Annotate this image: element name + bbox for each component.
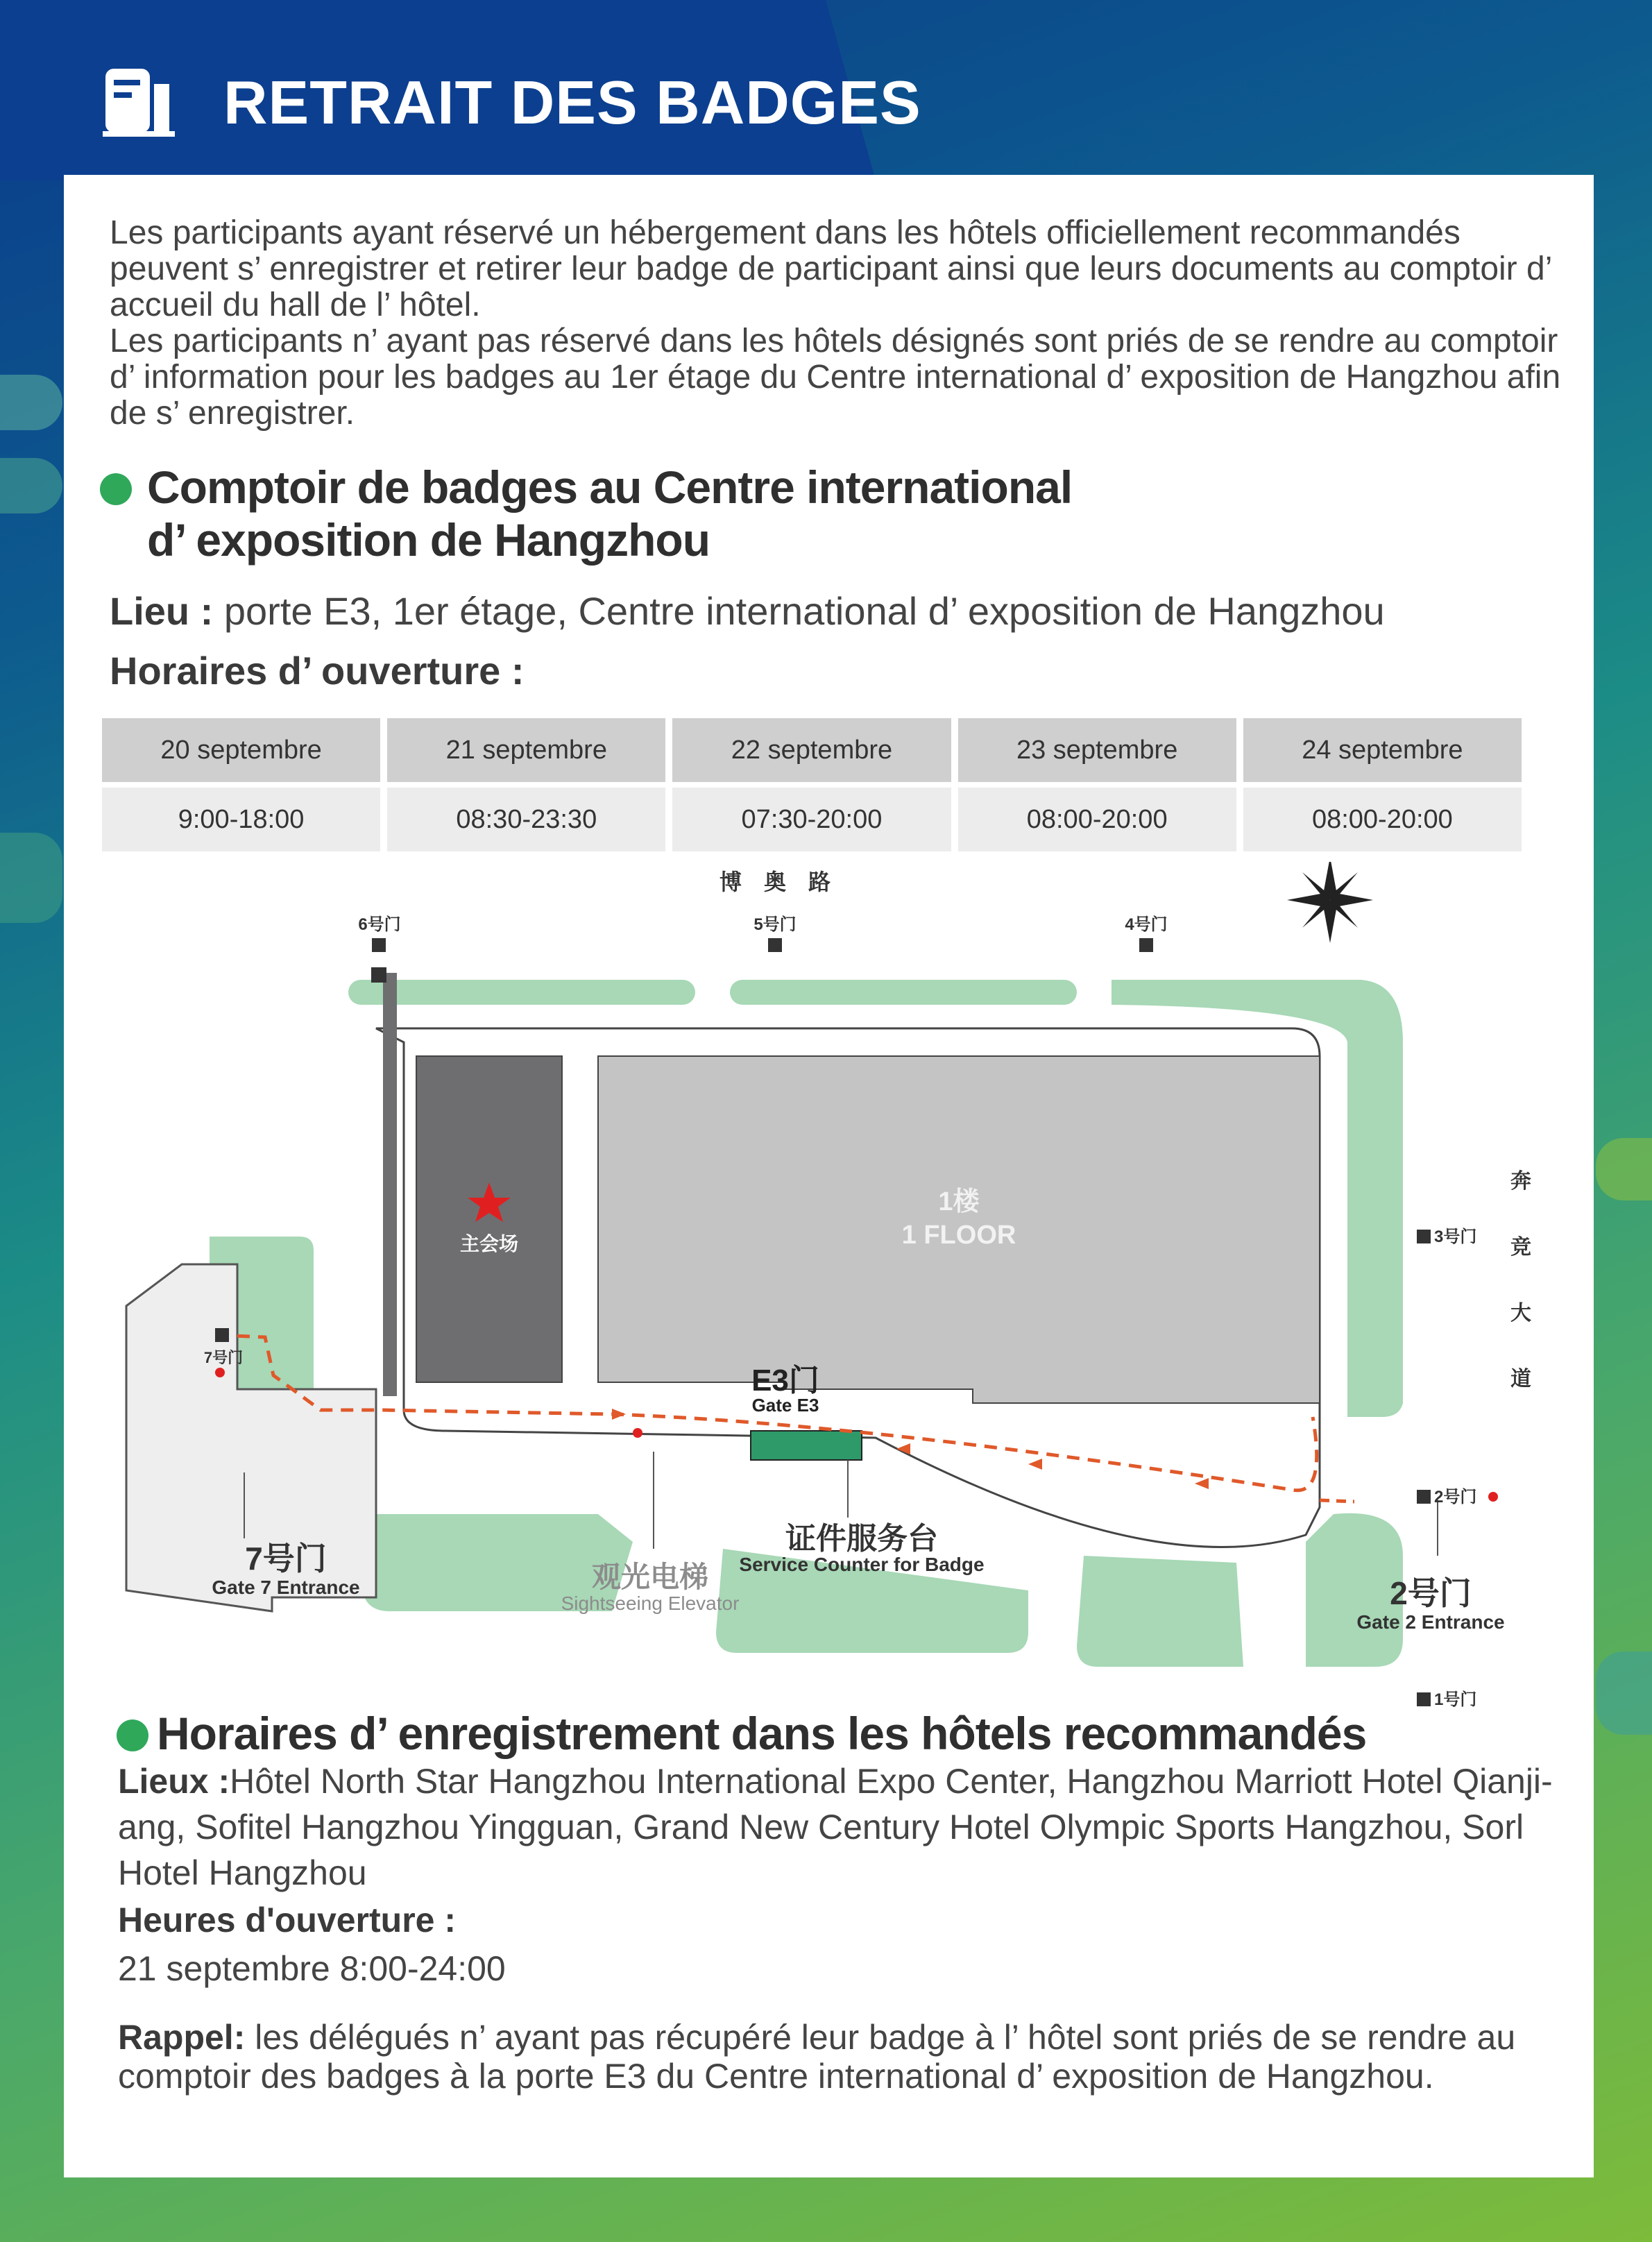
map-green-area: [1306, 1513, 1403, 1667]
gate-icon: [1417, 1490, 1431, 1504]
gate-icon: [768, 938, 782, 952]
hotel-hours-label: Heures d'ouverture :: [118, 1901, 457, 1939]
hours-times-row: [102, 788, 1522, 851]
map-floor-cn: 1楼: [938, 1187, 980, 1216]
map-gate3-label: 3号门: [1434, 1228, 1477, 1246]
map-gate1-label: 1号门: [1434, 1690, 1477, 1709]
map-e3-en: Gate E3: [751, 1395, 819, 1416]
date-cell: 20 septembre: [102, 718, 380, 782]
time-cell: 08:00-20:00: [1243, 788, 1522, 851]
map-road-right-4: 道: [1510, 1368, 1531, 1391]
gate2-dot-icon: [1488, 1492, 1498, 1502]
rappel-text: [118, 2018, 1561, 2096]
compass-icon: [1287, 862, 1373, 943]
time-cell: 9:00-18:00: [102, 788, 380, 851]
map-gate5-label: 5号门: [753, 915, 797, 934]
map-road-right-3: 大: [1510, 1302, 1531, 1325]
time-cell: 08:30-23:30: [387, 788, 665, 851]
intro-paragraph-2: Les participants n’ ayant pas réservé dans les hôtels désignés sont priés de se rendre au comptoir d’ information pour les badges au 1er étage du Centre international d’ exposition de Hangzhou afin de s’ enregistrer.: [110, 323, 1561, 432]
decor-shape: [0, 375, 62, 430]
lieux-label: Lieux :: [118, 1762, 230, 1801]
map-green-area: [1077, 1556, 1243, 1667]
date-cell: 24 septembre: [1243, 718, 1522, 782]
date-cell: 23 septembre: [958, 718, 1236, 782]
decor-shape: [1596, 1138, 1652, 1200]
section1-title: [147, 461, 1072, 566]
map-gate7-en: Gate 7 Entrance: [212, 1577, 360, 1598]
map-service-en: Service Counter for Badge: [739, 1554, 985, 1575]
lieux-value: Hôtel North Star Hangzhou International Expo Center, Hangzhou Marriott Hotel Qianji-ang, Sofitel Hangzhou Yingguan, Grand New Century Hotel Olympic Sports Hangzhou, Sorl Hotel Hangzhou: [118, 1762, 1553, 1892]
decor-shape: [0, 833, 62, 923]
time-cell: 07:30-20:00: [672, 788, 951, 851]
map-main-hall-label: 主会场: [459, 1233, 519, 1255]
map-service-cn: 证件服务台: [785, 1522, 938, 1556]
lieu-line: [110, 588, 1385, 634]
map-road-right-2: 竞: [1510, 1236, 1531, 1259]
map-main-hall: [416, 1056, 562, 1382]
date-cell: 21 septembre: [387, 718, 665, 782]
map-route: [1320, 1500, 1354, 1502]
time-cell: 08:00-20:00: [958, 788, 1236, 851]
map-gate4-label: 4号门: [1125, 915, 1168, 934]
gate-icon: [215, 1328, 229, 1342]
hours-label: Horaires d’ ouverture :: [110, 649, 525, 693]
page-header: [103, 61, 921, 144]
section1-title-line2: d’ exposition de Hangzhou: [147, 514, 710, 566]
map-gate6-label: 6号门: [358, 915, 401, 934]
lieu-value: porte E3, 1er étage, Centre international d’ exposition de Hangzhou: [213, 589, 1385, 633]
map-green-strip: [348, 980, 695, 1005]
gate-icon: [1417, 1692, 1431, 1706]
rappel-label: Rappel:: [118, 2018, 246, 2057]
section2-title: Horaires d’ enregistrement dans les hôtels recommandés: [157, 1708, 1367, 1759]
hotel-hours-value: 21 septembre 8:00-24:00: [118, 1949, 506, 1988]
intro-text: [110, 215, 1567, 432]
section1-title-line1: Comptoir de badges au Centre international: [147, 461, 1073, 513]
map-gate2-en: Gate 2 Entrance: [1356, 1611, 1505, 1633]
lieu-label: Lieu :: [110, 589, 214, 633]
map-gate2-cn: 2号门: [1390, 1575, 1472, 1611]
map-road-top: 博 奥 路: [719, 869, 831, 894]
document-icon: [103, 65, 179, 141]
gate-icon: [1417, 1230, 1431, 1243]
map-elevator-cn: 观光电梯: [591, 1561, 709, 1593]
map-floor-en: 1 FLOOR: [901, 1221, 1016, 1250]
gate-icon: [372, 938, 386, 952]
map-gate2-small-label: 2号门: [1434, 1488, 1477, 1506]
map-gate7-cn: 7号门: [245, 1540, 327, 1577]
date-cell: 22 septembre: [672, 718, 951, 782]
bullet-dot: [100, 473, 132, 505]
map-gate7-small-label: 7号门: [203, 1349, 244, 1366]
map-elevator-en: Sightseeing Elevator: [561, 1593, 740, 1614]
bullet-dot: [117, 1719, 148, 1751]
map-corridor: [383, 973, 397, 1396]
decor-shape: [0, 458, 62, 513]
hours-table: [95, 713, 1528, 857]
gate7-dot-icon: [215, 1368, 225, 1377]
venue-map: [112, 862, 1542, 1715]
gate-icon: [1139, 938, 1153, 952]
map-service-counter: [751, 1431, 862, 1460]
elevator-dot-icon: [633, 1428, 642, 1438]
hotels-text: [118, 1758, 1561, 1896]
content-card: [64, 175, 1594, 2177]
rappel-value: les délégués n’ ayant pas récupéré leur badge à l’ hôtel sont priés de se rendre au comptoir des badges à la porte E3 du Centre international d’ exposition de Hangzhou.: [118, 2018, 1516, 2096]
map-green-strip: [730, 980, 1077, 1005]
page-title: RETRAIT DES BADGES: [223, 68, 921, 137]
map-road-right-1: 奔: [1510, 1170, 1531, 1193]
intro-paragraph-1: Les participants ayant réservé un hébergement dans les hôtels officiellement recommandés peuvent s’ enregistrer et retirer leur badge de participant ainsi que leurs documents au comptoir d’ accueil du hall de l’ hôtel.: [110, 214, 1551, 323]
hours-dates-row: [102, 718, 1522, 782]
gate-icon: [371, 967, 386, 983]
map-e3-cn: E3门: [751, 1364, 819, 1398]
decor-shape: [1596, 1651, 1652, 1735]
